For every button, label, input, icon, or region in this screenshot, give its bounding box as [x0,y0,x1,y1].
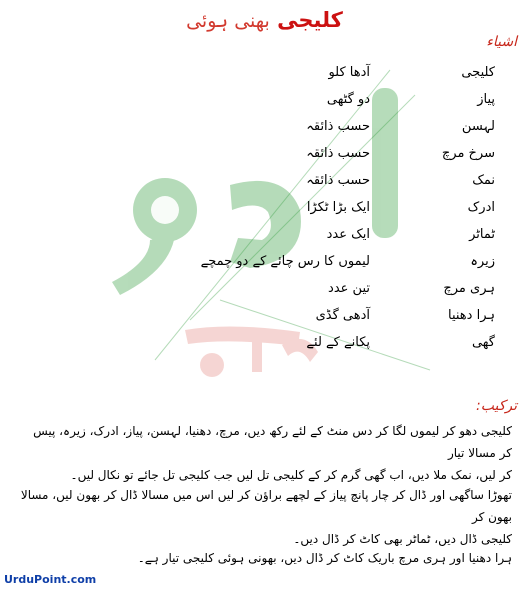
ingredient-qty: ایک عدد [326,227,370,242]
ingredient-row [240,281,495,303]
ingredient-qty: حسب ذائقہ [306,119,370,134]
brand-link[interactable]: UrduPoint.com [4,573,97,586]
method-line: کلیجی ڈال دیں، ٹماٹر بھی کاٹ کر ڈال دیں۔ [293,532,512,546]
ingredient-name: ہری مرچ [443,281,495,296]
ingredient-row [240,173,495,195]
ingredient-name: گھی [471,335,495,350]
ingredient-qty: حسب ذائقہ [306,173,370,188]
ingredient-qty: تین عدد [328,281,370,296]
ingredient-name: لہسن [461,119,495,134]
method-line: کلیجی دھو کر لیموں لگا کر دس منٹ کے لئے رکھ دیں، مرچ، دھنیا، لہسن، پیاز، ادرک، زیرہ، پیس کر مسالا تیار [33,424,512,460]
ingredient-name: پیاز [477,92,495,107]
ingredient-qty: پکانے کے لئے [306,335,370,350]
ingredient-name: سرخ مرچ [441,146,495,161]
ingredient-row [200,254,495,276]
ingredient-row [240,227,495,249]
ingredient-row [240,119,495,141]
title-rest: بھنی ہوئی [186,10,270,32]
method-paragraph [18,484,512,550]
title-main: کلیجی [277,8,343,32]
ingredients-label: اشیاء [486,34,517,50]
ingredient-row [240,146,495,168]
ingredient-name: ادرک [467,200,495,215]
method-label: ترکیب: [476,398,517,414]
ingredient-qty: آدھا کلو [328,65,370,80]
ingredient-row [240,200,495,222]
method-paragraph [18,547,512,569]
ingredient-qty: ایک بڑا ٹکڑا [306,200,370,215]
ingredient-name: نمک [472,173,495,188]
ingredient-qty: دو گٹھی [326,92,370,107]
method-line: تھوڑا ساگھی اور ڈال کر چار پانچ پیاز کے لچھے براؤن کر لیں اس میں مسالا ڈال کر بھون لیں، مسالا بھون کر [20,488,512,524]
method-line: کر لیں، نمک ملا دیں، اب گھی گرم کر کے کلیجی تل لیں جب کلیجی تل جائے تو نکال لیں۔ [70,468,512,482]
method-line: ہرا دھنیا اور ہری مرچ باریک کاٹ کر ڈال دیں، بھونی ہوئی کلیجی تیار ہے۔ [137,551,512,565]
ingredient-qty: لیموں کا رس چائے کے دو چمچے [200,254,370,269]
ingredient-name: زیرہ [470,254,495,269]
ingredient-row [240,65,495,87]
ingredient-name: ٹماٹر [469,227,495,242]
ingredient-name: ہرا دھنیا [448,308,495,323]
ingredient-row [240,308,495,330]
ingredient-qty: آدھی گڈی [315,308,370,323]
ingredient-row [240,335,495,357]
ingredient-name: کلیجی [461,65,495,80]
method-paragraph [18,420,512,486]
ingredient-qty: حسب ذائقہ [306,146,370,161]
recipe-title [0,8,529,32]
ingredient-row [240,92,495,114]
